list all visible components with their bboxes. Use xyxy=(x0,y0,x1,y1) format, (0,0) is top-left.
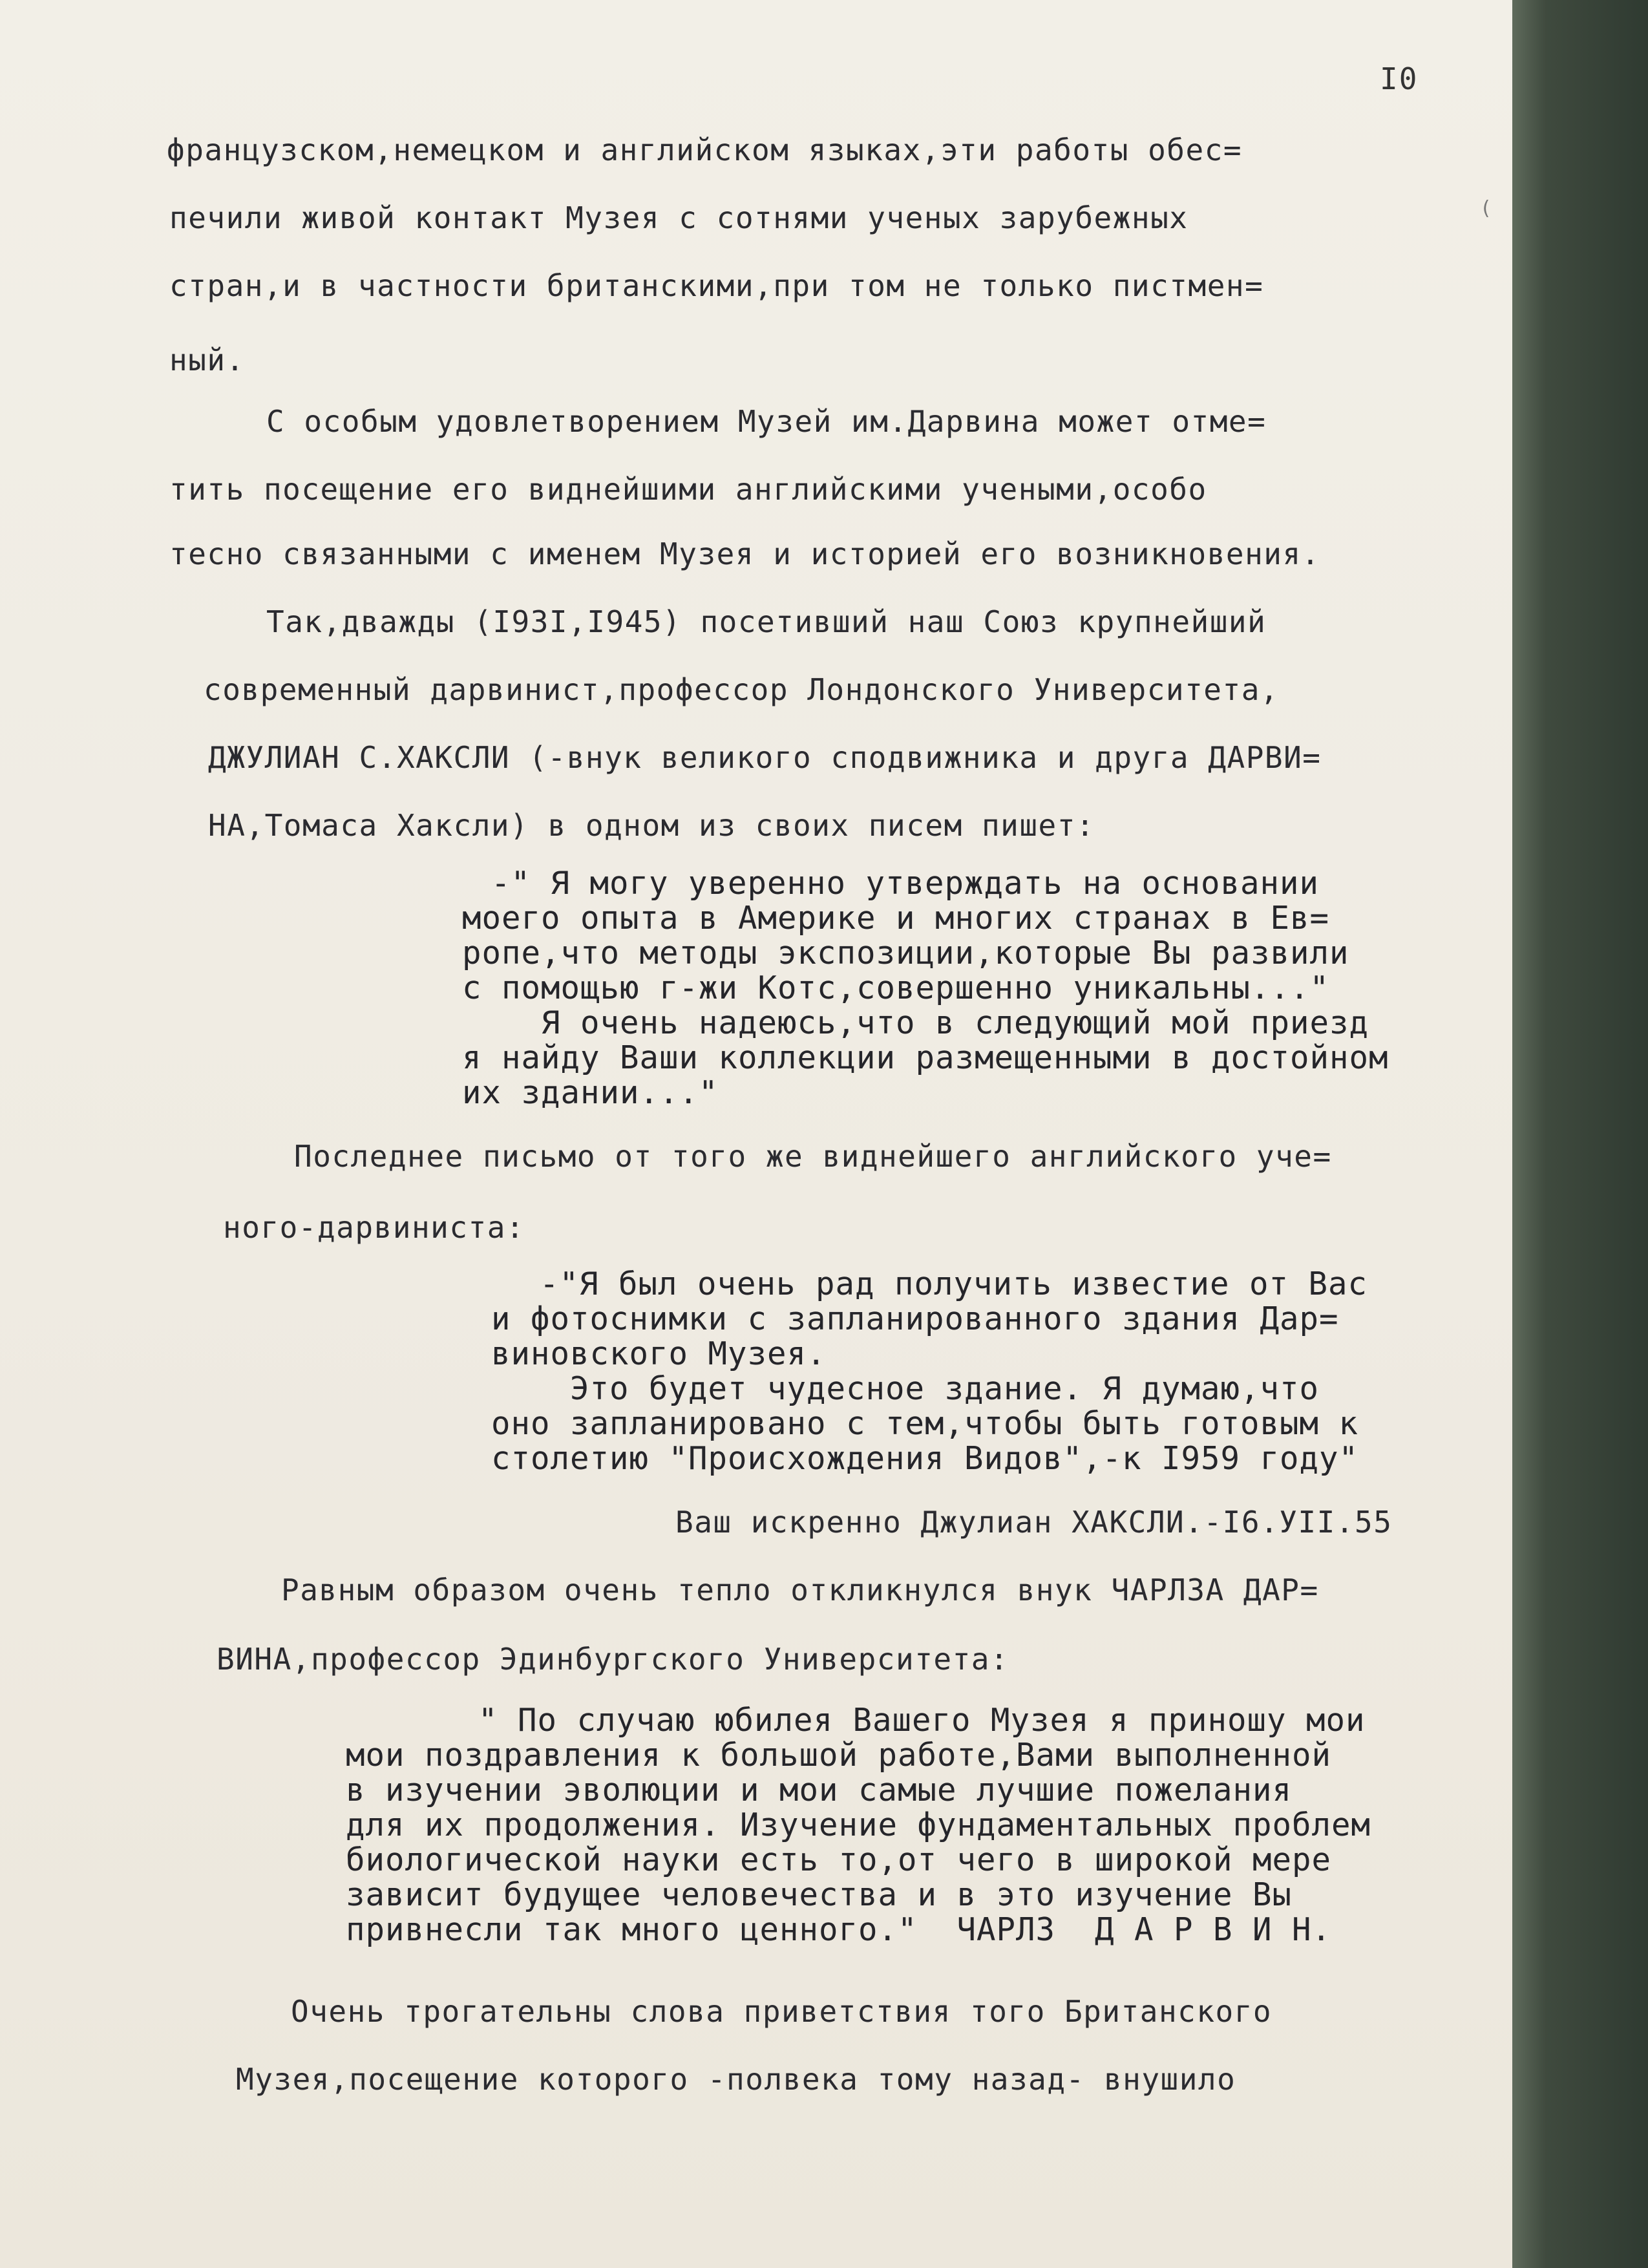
text-line: ДЖУЛИАН С.ХАКСЛИ (-внук великого сподвижника и друга ДАРВИ= xyxy=(208,740,1322,775)
quote-line: мои поздравления к большой работе,Вами выполненной xyxy=(346,1737,1332,1774)
quote-line: " По случаю юбилея Вашего Музея я приношу мои xyxy=(478,1702,1366,1739)
signature: Ваш искренно Джулиан ХАКСЛИ.-I6.УII.55 xyxy=(675,1505,1393,1540)
quote-line: моего опыта в Америке и многих странах в Ев= xyxy=(462,900,1330,937)
quote-line: привнесли так много ценного." ЧАРЛЗ Д А Р В И Н. xyxy=(346,1911,1332,1948)
quote-line: их здании..." xyxy=(462,1074,719,1111)
text-line: тить посещение его виднейшими английскими учеными,особо xyxy=(169,472,1207,507)
text-line: ВИНА,профессор Эдинбургского Университета: xyxy=(217,1642,1009,1677)
quote-line: виновского Музея. xyxy=(491,1335,827,1372)
quote-line: оно запланировано с тем,чтобы быть готовым к xyxy=(491,1405,1359,1442)
text-line: ный. xyxy=(169,343,245,377)
quote-line: столетию "Происхождения Видов",-к I959 году" xyxy=(491,1440,1359,1477)
page-number: I0 xyxy=(1380,61,1419,96)
background-edge xyxy=(1512,0,1648,2268)
quote-line: и фотоснимки с запланированного здания Дар= xyxy=(491,1300,1339,1337)
quote-line: ропе,что методы экспозиции,которые Вы развили xyxy=(462,935,1349,971)
text-line: Очень трогательны слова приветствия того Британского xyxy=(291,1994,1273,2029)
text-line: Равным образом очень тепло откликнулся внук ЧАРЛЗА ДАР= xyxy=(281,1573,1319,1607)
quote-line: -"Я был очень рад получить известие от Вас xyxy=(540,1266,1368,1302)
text-line: современный дарвинист,профессор Лондонского Университета, xyxy=(204,672,1280,707)
ink-mark: ( xyxy=(1480,197,1492,220)
text-line: стран,и в частности британскими,при том не только пистмен= xyxy=(169,268,1264,303)
text-line: Последнее письмо от того же виднейшего английского уче= xyxy=(294,1139,1332,1174)
text-line: тесно связанными с именем Музея и историей его возникновения. xyxy=(169,536,1320,571)
quote-line: -" Я могу уверенно утверждать на основании xyxy=(491,865,1320,902)
text-line: печили живой контакт Музея с сотнями ученых зарубежных xyxy=(169,200,1188,235)
quote-line: я найду Ваши коллекции размещенными в достойном xyxy=(462,1039,1389,1076)
quote-line: зависит будущее человечества и в это изучение Вы xyxy=(346,1876,1293,1913)
text-line: французском,немецком и английском языках,эти работы обес= xyxy=(167,132,1243,167)
quote-line: Я очень надеюсь,что в следующий мой приезд xyxy=(462,1004,1369,1041)
text-line: Так,дважды (I93I,I945) посетивший наш Союз крупнейший xyxy=(266,604,1267,639)
quote-line: с помощью г-жи Котс,совершенно уникальны..." xyxy=(462,970,1330,1006)
text-line: С особым удовлетворением Музей им.Дарвина может отме= xyxy=(266,404,1267,439)
quote-line: Это будет чудесное здание. Я думаю,что xyxy=(491,1370,1320,1407)
quote-line: для их продолжения. Изучение фундаментальных проблем xyxy=(346,1807,1371,1843)
text-line: НА,Томаса Хаксли) в одном из своих писем пишет: xyxy=(208,808,1095,843)
text-line: ного-дарвиниста: xyxy=(223,1210,525,1245)
quote-line: в изучении эволюции и мои самые лучшие пожелания xyxy=(346,1772,1293,1808)
text-line: Музея,посещение которого -полвека тому назад- внушило xyxy=(236,2062,1236,2097)
quote-line: биологической науки есть то,от чего в широкой мере xyxy=(346,1841,1332,1878)
